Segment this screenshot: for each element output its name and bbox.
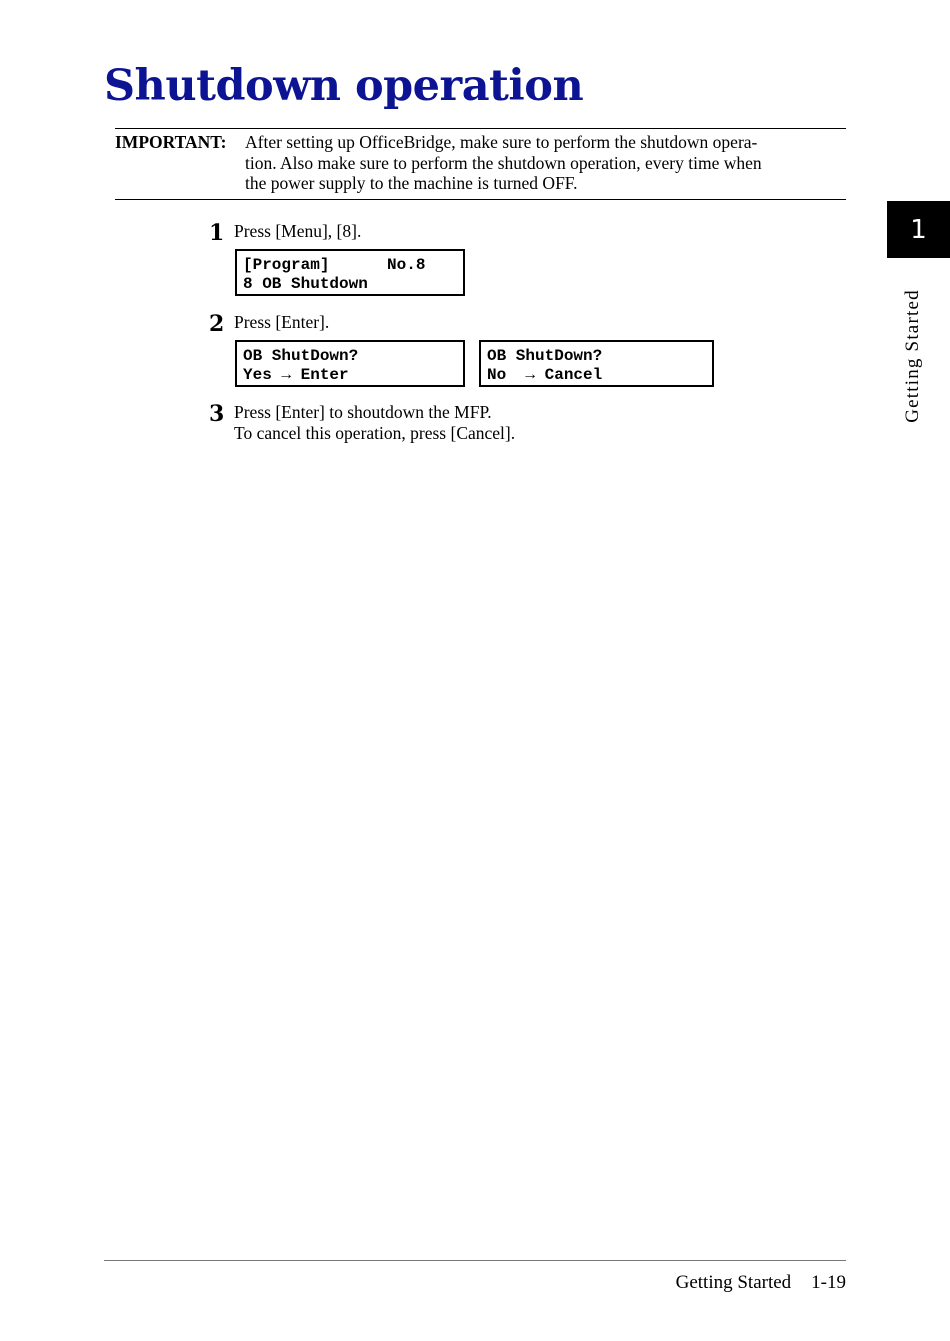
step-instruction-3 [234, 402, 515, 444]
page-title: Shutdown operation [104, 61, 584, 111]
important-label: IMPORTANT: [115, 132, 227, 152]
lcd-line: No → Cancel [487, 366, 603, 384]
bottom-divider [115, 199, 846, 200]
chapter-tab: 1 [887, 201, 950, 258]
chapter-side-label: Getting Started [902, 289, 923, 423]
step-number-1: 1 [209, 220, 225, 246]
step-number-2: 2 [209, 311, 225, 337]
lcd-display-no [479, 340, 714, 387]
step-instruction-2 [234, 312, 329, 333]
step-text-line: To cancel this operation, press [Cancel]. [234, 423, 516, 443]
important-line: After setting up OfficeBridge, make sure to perform the shutdown opera- [245, 132, 758, 152]
important-note [245, 132, 855, 194]
lcd-display-yes [235, 340, 465, 387]
lcd-line: Yes → Enter [243, 366, 349, 384]
step-text-line: Press [Enter] to shoutdown the MFP. [234, 402, 492, 422]
step-text-line: Press [Menu], [8]. [234, 221, 362, 241]
important-line: tion. Also make sure to perform the shutdown operation, every time when [245, 152, 762, 173]
lcd-line: 8 OB Shutdown [243, 275, 368, 293]
top-divider [115, 128, 846, 129]
lcd-line: [Program] No.8 [243, 256, 426, 274]
lcd-display-program [235, 249, 465, 296]
lcd-line: OB ShutDown? [243, 347, 359, 365]
footer-section: Getting Started [675, 1272, 792, 1293]
step-text-line: Press [Enter]. [234, 312, 330, 332]
page-number: 1-19 [811, 1272, 846, 1293]
page-footer [676, 1272, 846, 1294]
important-line: the power supply to the machine is turned OFF. [245, 173, 578, 193]
step-instruction-1 [234, 221, 361, 242]
footer-divider [104, 1260, 846, 1261]
lcd-line: OB ShutDown? [487, 347, 603, 365]
step-number-3: 3 [209, 401, 225, 427]
